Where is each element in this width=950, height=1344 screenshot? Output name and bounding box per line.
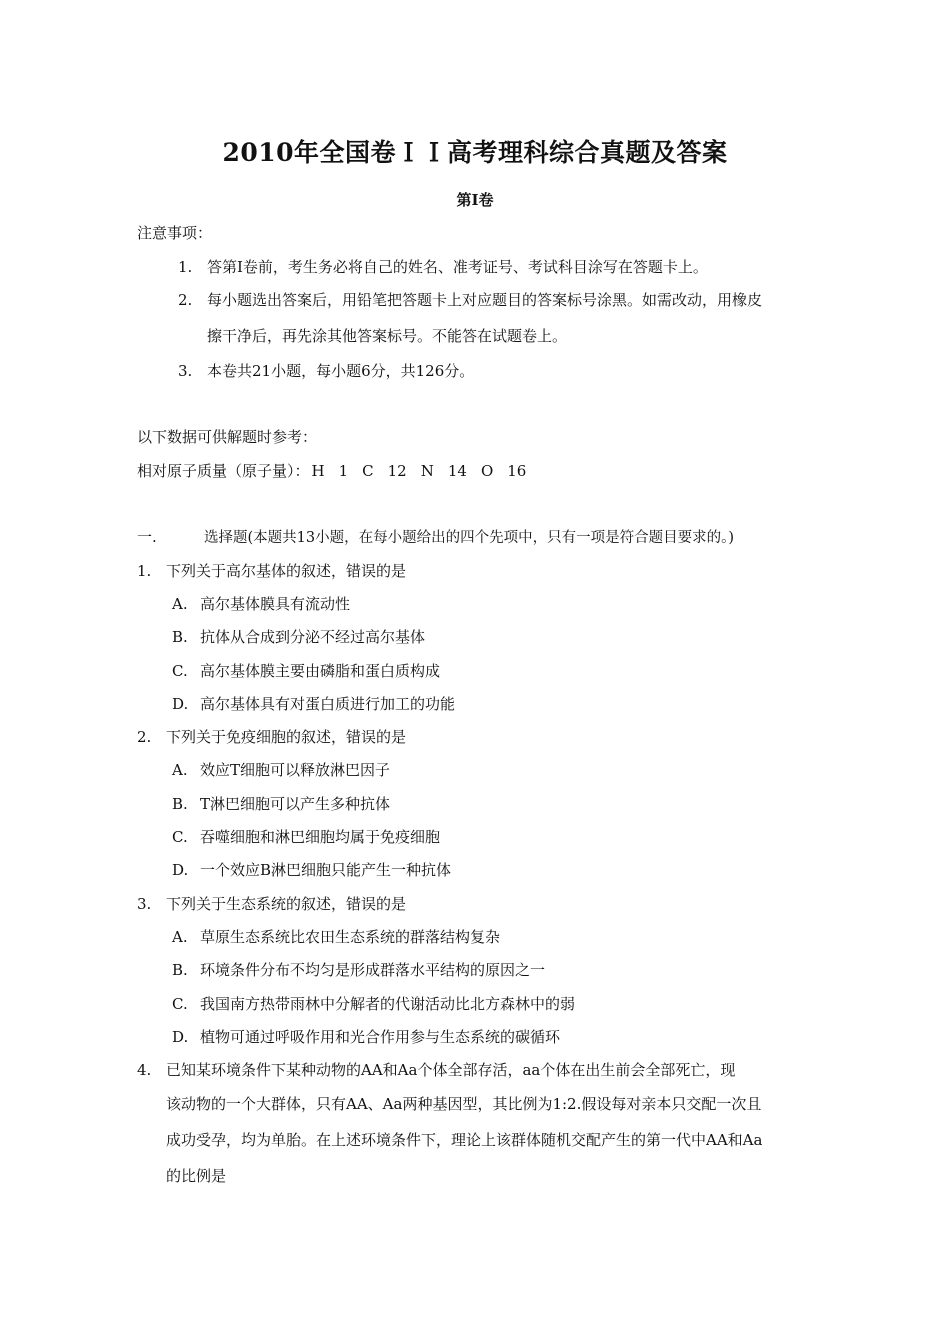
option xyxy=(172,1027,560,1047)
question-text: 下列关于高尔基体的叙述，错误的是 xyxy=(166,562,407,580)
page-title: 2010年全国卷ＩＩ高考理科综合真题及答案 xyxy=(222,138,728,167)
option-label: A. xyxy=(172,928,188,946)
question-stem xyxy=(137,727,406,747)
question-text: 已知某环境条件下某种动物的AA和Aa个体全部存活，aa个体在出生前会全部死亡，现 xyxy=(166,1061,736,1079)
question-text-continued: 的比例是 xyxy=(166,1167,227,1185)
question-text-continued: 成功受孕，均为单胎。在上述环境条件下，理论上该群体随机交配产生的第一代中AA和Aa xyxy=(166,1131,763,1149)
option-label: A. xyxy=(172,595,188,613)
option-label: B. xyxy=(172,628,188,646)
option-text: 效应T细胞可以释放淋巴因子 xyxy=(200,761,391,779)
question-number: 4. xyxy=(137,1061,152,1079)
notice-item xyxy=(178,257,708,277)
notice-text: 答第Ⅰ卷前，考生务必将自己的姓名、准考证号、考试科目涂写在答题卡上。 xyxy=(207,258,708,276)
section-heading: 第Ⅰ卷 xyxy=(456,191,494,209)
element-symbol: H xyxy=(311,462,325,480)
notice-number: 1. xyxy=(178,258,193,276)
option xyxy=(172,960,545,980)
question-text-continued: 该动物的一个大群体，只有AA、Aa两种基因型，其比例为1:2.假设每对亲本只交配一次且 xyxy=(166,1095,762,1113)
part-number: 一. xyxy=(137,528,157,546)
option-label: D. xyxy=(172,695,189,713)
option-text: 草原生态系统比农田生态系统的群落结构复杂 xyxy=(200,928,501,946)
notice-item xyxy=(178,290,762,310)
option-text: 抗体从合成到分泌不经过高尔基体 xyxy=(200,628,426,646)
element-symbol: N xyxy=(420,462,434,480)
element-mass: 1 xyxy=(338,462,349,480)
option-text: T淋巴细胞可以产生多种抗体 xyxy=(200,795,391,813)
part-instructions: 选择题(本题共13小题，在每小题给出的四个先项中，只有一项是符合题目要求的。) xyxy=(204,530,735,546)
option xyxy=(172,694,455,714)
option xyxy=(172,661,440,681)
notice-number: 2. xyxy=(178,291,193,309)
question-stem xyxy=(137,561,406,581)
option-text: 吞噬细胞和淋巴细胞均属于免疫细胞 xyxy=(200,828,441,846)
element-mass: 12 xyxy=(387,462,407,480)
option-text: 高尔基体膜具有流动性 xyxy=(200,595,351,613)
option-text: 高尔基体膜主要由磷脂和蛋白质构成 xyxy=(200,662,441,680)
notice-text-continued: 擦干净后，再先涂其他答案标号。不能答在试题卷上。 xyxy=(207,327,568,345)
option xyxy=(172,860,451,880)
option-label: C. xyxy=(172,995,188,1013)
option xyxy=(172,827,440,847)
option-label: B. xyxy=(172,961,188,979)
option-label: C. xyxy=(172,662,188,680)
part-heading xyxy=(137,527,734,548)
question-number: 3. xyxy=(137,895,152,913)
option-label: D. xyxy=(172,861,189,879)
option-label: D. xyxy=(172,1028,189,1046)
question-number: 1. xyxy=(137,562,152,580)
option-text: 高尔基体具有对蛋白质进行加工的功能 xyxy=(200,695,456,713)
question-text: 下列关于免疫细胞的叙述，错误的是 xyxy=(166,728,407,746)
option-text: 我国南方热带雨林中分解者的代谢活动比北方森林中的弱 xyxy=(200,995,576,1013)
option xyxy=(172,994,575,1014)
option xyxy=(172,627,425,647)
option-label: A. xyxy=(172,761,188,779)
notice-heading: 注意事项： xyxy=(137,224,213,242)
question-stem xyxy=(137,894,406,914)
question-text: 下列关于生态系统的叙述，错误的是 xyxy=(166,895,407,913)
option-label: C. xyxy=(172,828,188,846)
atomic-mass-line xyxy=(137,461,540,481)
option-text: 环境条件分布不均匀是形成群落水平结构的原因之一 xyxy=(200,961,546,979)
option-text: 植物可通过呼吸作用和光合作用参与生态系统的碳循环 xyxy=(200,1028,561,1046)
element-symbol: C xyxy=(362,462,374,480)
notice-number: 3. xyxy=(178,362,193,380)
option xyxy=(172,794,390,814)
question-stem xyxy=(137,1060,735,1080)
element-mass: 14 xyxy=(447,462,467,480)
option xyxy=(172,927,500,947)
question-number: 2. xyxy=(137,728,152,746)
notice-item xyxy=(178,361,474,381)
reference-heading: 以下数据可供解题时参考： xyxy=(137,428,318,446)
element-mass: 16 xyxy=(507,462,527,480)
option-label: B. xyxy=(172,795,188,813)
notice-text: 每小题选出答案后，用铅笔把答题卡上对应题目的答案标号涂黑。如需改动，用橡皮 xyxy=(207,291,763,309)
option-text: 一个效应B淋巴细胞只能产生一种抗体 xyxy=(200,861,452,879)
option xyxy=(172,594,350,614)
option xyxy=(172,760,390,780)
atomic-mass-label: 相对原子质量（原子量）： xyxy=(137,462,310,480)
notice-text: 本卷共21小题，每小题6分，共126分。 xyxy=(207,362,475,380)
element-symbol: O xyxy=(480,462,494,480)
